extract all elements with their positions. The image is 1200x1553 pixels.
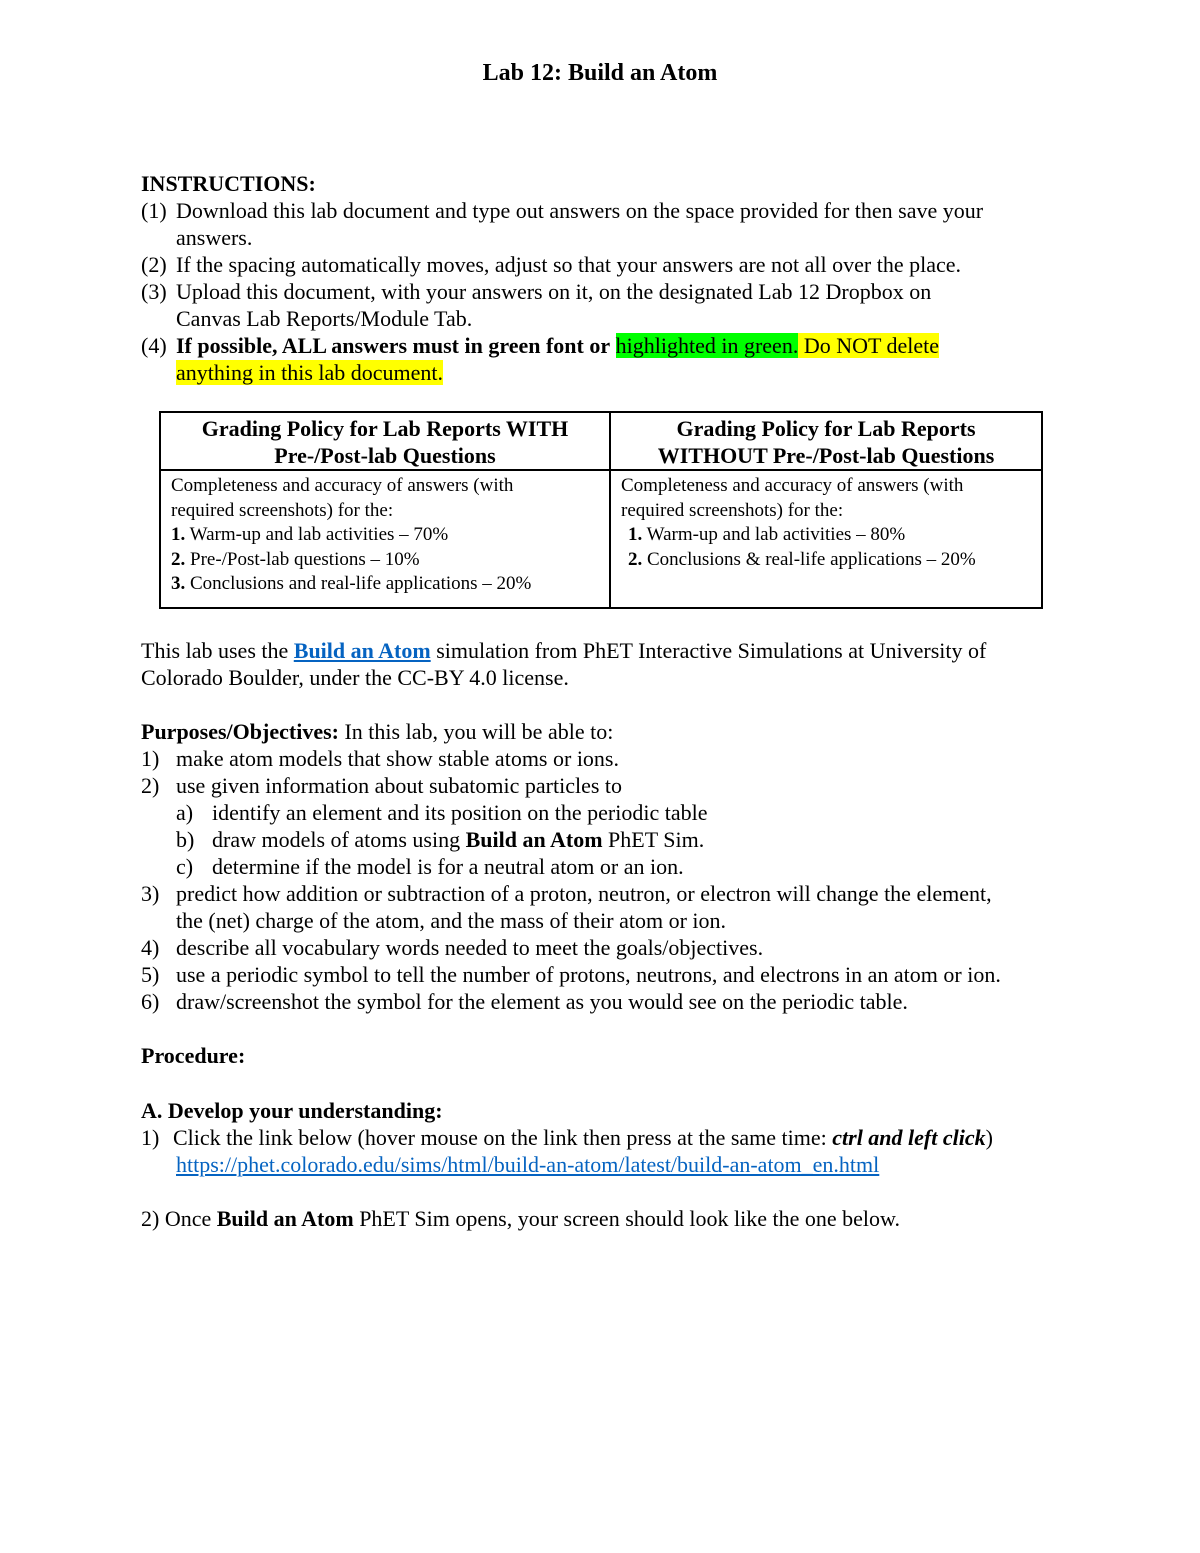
objective-item [141,934,1061,961]
instruction-item-1 [141,197,1061,251]
purposes-heading: Purposes/Objectives: [141,719,339,744]
instruction-number: (4) [141,333,167,358]
item-number: 2. [628,548,643,570]
objective-bold-text: Build an Atom [465,827,603,852]
instruction-item-3 [141,278,1061,332]
objective-text: make atom models that show stable atoms or ions. [176,746,619,771]
intro-line [141,637,1061,664]
list-item [171,523,599,548]
list-item [621,523,1031,548]
instruction-text: answers. [176,225,253,250]
purposes-lead: In this lab, you will be able to: [338,719,614,744]
step-text-part: ) [985,1125,993,1150]
step-text-part: PhET Sim opens, your screen should look like the one below. [353,1206,900,1231]
instructions-list [141,197,1061,386]
objective-item [141,880,1061,934]
objective-number: 5) [141,962,160,987]
yellow-highlight-text: anything in this lab document. [176,360,444,385]
step-link-line [173,1151,1061,1178]
step-number: 1) [141,1125,160,1150]
intro-paragraph [141,637,1061,691]
instruction-text [176,359,1061,386]
item-text: Warm-up and lab activities – 80% [642,524,906,545]
objective-text: predict how addition or subtraction of a proton, neutron, or electron will change the element, [176,881,992,906]
list-item [171,572,599,597]
header-line: Grading Policy for Lab Reports [676,416,976,441]
objective-subitem [141,826,1061,853]
page-title: Lab 12: Build an Atom [482,60,718,86]
step-text [173,1124,1061,1151]
objective-number: a) [176,800,194,825]
section-a-heading: A. Develop your understanding: [141,1098,443,1123]
instruction-text: Upload this document, with your answers on it, on the designated Lab 12 Dropbox on [176,279,932,304]
item-text: Conclusions and real-life applications – 20% [185,573,532,594]
phet-sim-url-link[interactable]: https://phet.colorado.edu/sims/html/build-an-atom/latest/build-an-atom_en.html [176,1152,880,1177]
objective-number: 6) [141,989,160,1014]
instruction-item-2 [141,251,1061,278]
objective-number: b) [176,827,195,852]
cell-text: Completeness and accuracy of answers (with [171,475,514,496]
objective-number: 2) [141,773,160,798]
table-cell-with-questions [160,470,610,608]
objective-text [212,826,1061,853]
header-line: WITHOUT Pre-/Post-lab Questions [657,443,995,468]
objective-subitem [141,853,1061,880]
objective-text: the (net) charge of the atom, and the mass of their atom or ion. [176,908,727,933]
table-header-without-questions [610,412,1042,470]
objective-text: draw/screenshot the symbol for the element as you would see on the periodic table. [176,989,908,1014]
objective-item [141,988,1061,1015]
objective-text: describe all vocabulary words needed to meet the goals/objectives. [176,935,764,960]
list-item [171,548,599,573]
instruction-text: If the spacing automatically moves, adjust so that your answers are not all over the place. [176,252,962,277]
objective-text: use a periodic symbol to tell the number of protons, neutrons, and electrons in an atom or ion. [176,962,1001,987]
step-text [141,1205,1061,1232]
procedure-step-2 [141,1205,1061,1232]
objective-item [141,745,1061,772]
yellow-highlight-text: Do NOT delete [798,333,940,358]
step-bold-italic-text: ctrl and left click [832,1125,986,1150]
instructions-section [141,170,1061,386]
list-item [621,548,1031,573]
purposes-section [141,718,1061,1015]
table-header-row [160,412,1042,470]
cell-text: required screenshots) for the: [171,499,394,521]
objective-item [141,961,1061,988]
intro-text: This lab uses the [141,638,294,663]
purposes-heading-line [141,718,1061,745]
instruction-text: Canvas Lab Reports/Module Tab. [176,306,473,331]
objective-number: 3) [141,881,160,906]
instruction-text: Download this lab document and type out answers on the space provided for then save your [176,198,984,223]
table-row [160,470,1042,608]
objective-subitem [141,799,1061,826]
grading-policy-table [159,411,1043,609]
intro-text: simulation from PhET Interactive Simulations at University of [430,638,987,663]
procedure-heading-text: Procedure: [141,1043,246,1068]
build-an-atom-link[interactable]: Build an Atom [293,638,431,663]
instruction-item-4 [141,332,1061,386]
item-number: 3. [171,573,186,594]
intro-line: Colorado Boulder, under the CC-BY 4.0 license. [141,665,569,690]
procedure-step-1 [141,1124,1061,1178]
instruction-number: (3) [141,279,167,304]
cell-text: Completeness and accuracy of answers (with [621,475,964,496]
table-cell-without-questions [610,470,1042,608]
item-text: Warm-up and lab activities – 70% [185,524,449,545]
section-a [141,1097,1061,1178]
green-highlight-text: highlighted in green. [615,333,799,358]
objective-text: determine if the model is for a neutral atom or an ion. [212,854,684,879]
objective-item [141,772,1061,799]
item-number: 1. [628,524,643,545]
objective-text: identify an element and its position on the periodic table [212,800,708,825]
instruction-number: (2) [141,252,167,277]
objective-number: 1) [141,746,160,771]
item-number: 1. [171,524,186,545]
table-header-with-questions [160,412,610,470]
objective-number: c) [176,854,194,879]
cell-text: required screenshots) for the: [621,499,844,521]
objective-number: 4) [141,935,160,960]
item-number: 2. [171,548,186,570]
objective-text-part: PhET Sim. [602,827,705,852]
instruction-text [176,332,1061,359]
item-text: Conclusions & real-life applications – 20% [642,548,976,570]
header-line: Grading Policy for Lab Reports WITH [201,416,569,441]
step-text-part: Click the link below (hover mouse on the link then press at the same time: [173,1125,833,1150]
instruction-number: (1) [141,198,167,223]
instruction-bold-text: If possible, ALL answers must in green font or [176,333,611,358]
step-bold-text: Build an Atom [216,1206,354,1231]
step-text-part: 2) Once [141,1206,217,1231]
procedure-heading [141,1042,1061,1069]
instructions-heading: INSTRUCTIONS: [141,171,316,196]
objective-text-part: draw models of atoms using [212,827,466,852]
objective-text: use given information about subatomic particles to [176,773,623,798]
header-line: Pre-/Post-lab Questions [274,443,496,468]
item-text: Pre-/Post-lab questions – 10% [185,548,420,570]
